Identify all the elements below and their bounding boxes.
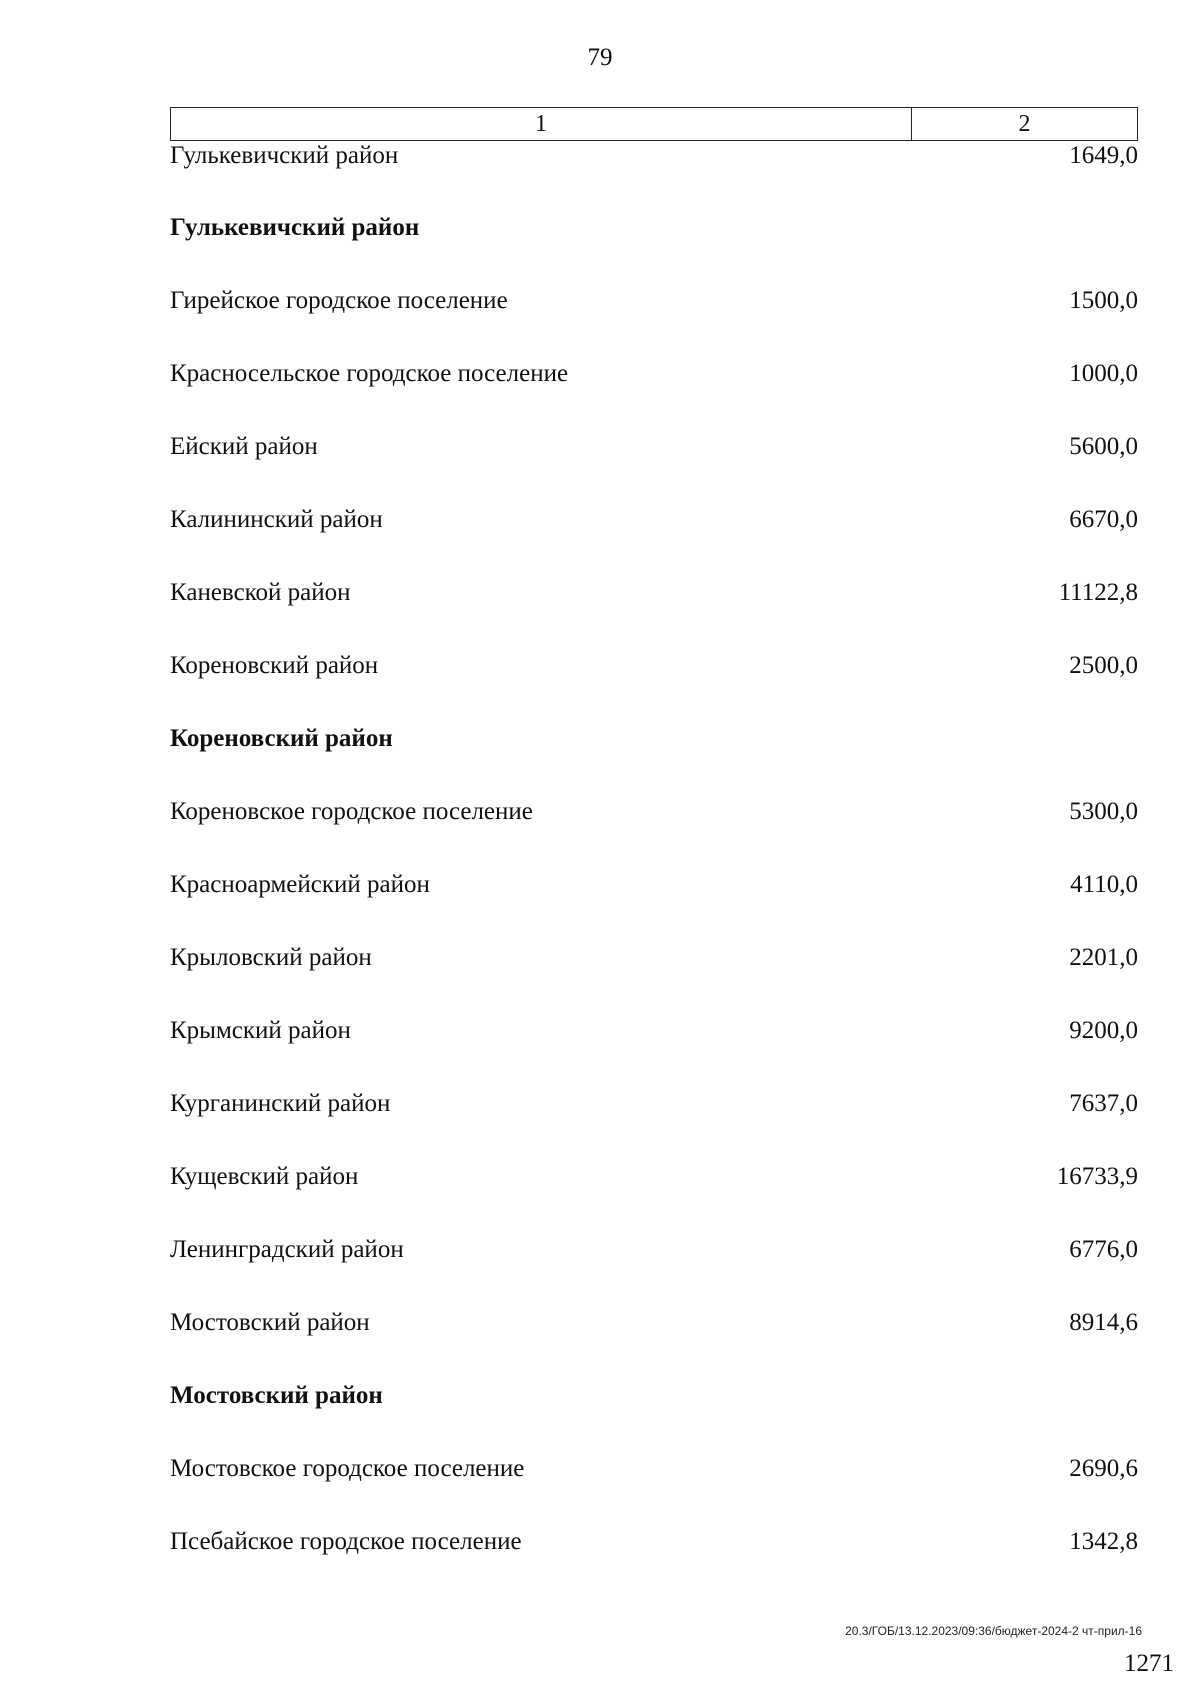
amount-value: 5600,0 <box>1069 433 1138 460</box>
amount-value: 2500,0 <box>1069 652 1138 679</box>
amount-value: 4110,0 <box>1070 871 1138 898</box>
municipality-name: Мостовский район <box>170 1309 370 1336</box>
amount-value: 2201,0 <box>1069 944 1138 971</box>
table-row <box>170 502 1138 575</box>
table-row <box>170 575 1138 648</box>
section-heading-row <box>170 210 1138 283</box>
table-row <box>170 356 1138 429</box>
municipality-name: Курганинский район <box>170 1090 391 1117</box>
amount-value: 1500,0 <box>1069 287 1138 314</box>
table-row <box>170 794 1138 867</box>
column-header-table <box>170 107 1138 141</box>
column-header-1: 1 <box>171 108 912 140</box>
table-row <box>170 1013 1138 1086</box>
table-row <box>170 1451 1138 1524</box>
table-row <box>170 867 1138 940</box>
table-row <box>170 1086 1138 1159</box>
table-row <box>170 138 1138 210</box>
municipality-name: Красноармейский район <box>170 871 430 898</box>
amount-value: 6776,0 <box>1069 1236 1138 1263</box>
amount-value: 9200,0 <box>1069 1017 1138 1044</box>
municipality-name: Кущевский район <box>170 1163 359 1190</box>
table-row <box>170 648 1138 721</box>
amount-value: 2690,6 <box>1069 1455 1138 1482</box>
amount-value: 1649,0 <box>1069 142 1138 169</box>
section-heading-row <box>170 721 1138 794</box>
municipality-name: Кореновское городское поселение <box>170 798 533 825</box>
municipality-name: Крыловский район <box>170 944 372 971</box>
table-row <box>170 1305 1138 1378</box>
section-heading: Мостовский район <box>170 1382 383 1409</box>
document-code: 20.3/ГОБ/13.12.2023/09:36/бюджет-2024-2 чт-прил-16 <box>845 1624 1142 1638</box>
section-heading-row <box>170 1378 1138 1451</box>
municipality-name: Мостовское городское поселение <box>170 1455 525 1482</box>
municipality-name: Красносельское городское поселение <box>170 360 569 387</box>
municipality-name: Ленинградский район <box>170 1236 404 1263</box>
amount-value: 8914,6 <box>1069 1309 1138 1336</box>
table-row <box>170 1524 1138 1597</box>
municipality-name: Гулькевичский район <box>170 142 399 169</box>
municipality-name: Псебайское городское поселение <box>170 1528 522 1555</box>
municipality-name: Кореновский район <box>170 652 379 679</box>
municipality-name: Каневской район <box>170 579 351 606</box>
table-row <box>170 1159 1138 1232</box>
amount-value: 11122,8 <box>1058 579 1138 606</box>
municipality-name: Гирейское городское поселение <box>170 287 508 314</box>
table-row <box>170 283 1138 356</box>
municipality-name: Калининский район <box>170 506 383 533</box>
amount-value: 5300,0 <box>1069 798 1138 825</box>
page-number: 79 <box>587 44 613 71</box>
table-row <box>170 1232 1138 1305</box>
sheet-number: 1271 <box>1124 1650 1174 1677</box>
amount-value: 6670,0 <box>1069 506 1138 533</box>
amount-value: 1000,0 <box>1069 360 1138 387</box>
municipality-name: Крымский район <box>170 1017 351 1044</box>
section-heading: Гулькевичский район <box>170 214 420 241</box>
amount-value: 16733,9 <box>1056 1163 1138 1190</box>
table-row <box>170 940 1138 1013</box>
table-row <box>170 429 1138 502</box>
section-heading: Кореновский район <box>170 725 393 752</box>
municipality-name: Ейский район <box>170 433 318 460</box>
amount-value: 7637,0 <box>1069 1090 1138 1117</box>
column-header-2: 2 <box>1018 111 1031 137</box>
amount-value: 1342,8 <box>1069 1528 1138 1555</box>
budget-rows <box>170 138 1138 1597</box>
